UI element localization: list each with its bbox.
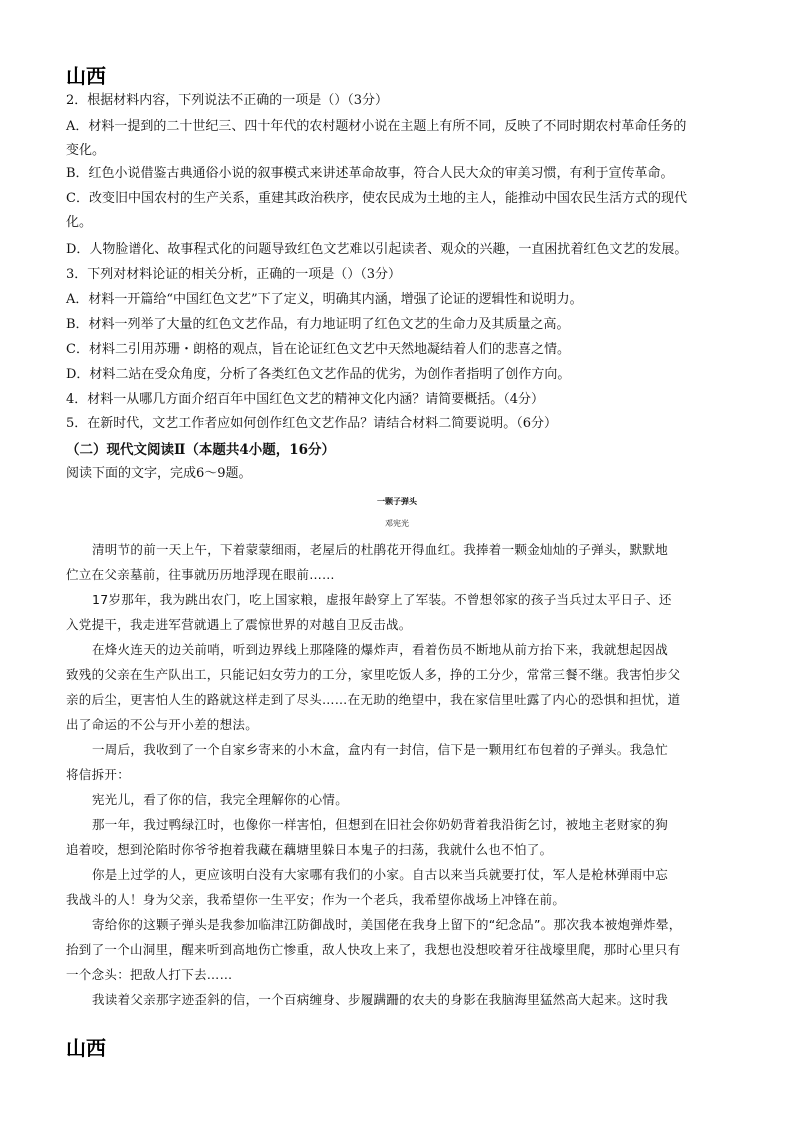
story-paragraph-line: 在烽火连天的边关前哨，听到边界线上那隆隆的爆炸声，看着伤员不断地从前方抬下来，我就想起因战: [92, 642, 669, 657]
story-paragraph-line: 致残的父亲在生产队出工，只能记妇女劳力的工分，家里吃饭人多，挣的工分少，常常三餐不继。我害怕步父: [66, 667, 681, 682]
story-paragraph-line: 将信拆开：: [66, 767, 131, 782]
question-3-option-c: C．材料二引用苏珊・朗格的观点，旨在论证红色文艺中天然地凝结着人们的悲喜之情。: [66, 342, 570, 357]
question-2-stem: 2．根据材料内容，下列说法不正确的一项是（）（3分）: [66, 93, 389, 108]
footer-region-label: 山西: [66, 1036, 106, 1060]
story-paragraph-line: 那一年，我过鸭绿江时，也像你一样害怕，但想到在旧社会你奶奶背着我沿街乞讨，被地主老财家的狗: [92, 817, 669, 832]
story-paragraph-line: 一个念头：把敌人打下去……: [66, 967, 233, 982]
section-instruction: 阅读下面的文字，完成6～9题。: [66, 466, 252, 481]
story-paragraph-line: 追着咬，想到沦陷时你爷爷抱着我藏在藕塘里躲日本鬼子的扫荡，我就什么也不怕了。: [66, 842, 553, 857]
question-2-option-b: B．红色小说借鉴古典通俗小说的叙事模式来讲述革命故事，符合人民大众的审美习惯，有利于宣传革命。: [66, 166, 674, 181]
story-paragraph-line: 我读着父亲那字迹歪斜的信，一个百病缠身、步履蹒跚的农夫的身影在我脑海里猛然高大起来。这时我: [92, 992, 669, 1007]
question-2-option-c-continued: 化。: [66, 215, 93, 230]
question-2-option-a: A．材料一提到的二十世纪三、四十年代的农村题材小说在主题上有所不同，反映了不同时期农村革命任务的: [66, 119, 687, 134]
story-paragraph-line: 我战斗的人！身为父亲，我希望你一生平安；作为一个老兵，我希望你战场上冲锋在前。: [66, 892, 566, 907]
story-author: 邓宪光: [385, 519, 409, 528]
question-2-option-d: D．人物脸谱化、故事程式化的问题导致红色文艺难以引起读者、观众的兴趣，一直困扰着红色文艺的发展。: [66, 242, 688, 257]
story-paragraph-line: 寄给你的这颗子弹头是我参加临津江防御战时，美国佬在我身上留下的“纪念品”。那次我本被炮弹炸晕，: [92, 917, 682, 932]
question-4: 4．材料一从哪几方面介绍百年中国红色文艺的精神文化内涵？请简要概括。（4分）: [66, 392, 545, 407]
story-paragraph-line: 伫立在父亲墓前，往事就历历地浮现在眼前……: [66, 567, 335, 582]
story-title: 一颗子弹头: [377, 496, 417, 506]
story-paragraph-line: 亲的后尘，更害怕人生的路就这样走到了尽头……在无助的绝望中，我在家信里吐露了内心的恐惧和担忧，道: [66, 692, 681, 707]
story-paragraph-line: 17岁那年，我为跳出农门，吃上国家粮，虚报年龄穿上了军装。不曾想邻家的孩子当兵过太平日子、还: [92, 592, 672, 607]
question-3-option-b: B．材料一列举了大量的红色文艺作品，有力地证明了红色文艺的生命力及其质量之高。: [66, 317, 570, 332]
story-paragraph-line: 入党提干，我走进军营就遇上了震惊世界的对越自卫反击战。: [66, 617, 412, 632]
question-3-option-a: A．材料一开篇给“中国红色文艺”下了定义，明确其内涵，增强了论证的逻辑性和说明力。: [66, 292, 583, 307]
story-paragraph-line: 一周后，我收到了一个自家乡寄来的小木盒，盒内有一封信，信下是一颗用红布包着的子弹头。我急忙: [92, 742, 669, 757]
story-paragraph-line: 你是上过学的人，更应该明白没有大家哪有我们的小家。自古以来当兵就要打仗，军人是枪林弹雨中忘: [92, 867, 669, 882]
story-paragraph-line: 宪光儿，看了你的信，我完全理解你的心情。: [92, 792, 349, 807]
story-paragraph-line: 清明节的前一天上午，下着蒙蒙细雨，老屋后的杜鹃花开得血红。我捧着一颗金灿灿的子弹头，默默地: [92, 542, 669, 557]
question-3-option-d: D．材料二站在受众角度，分析了各类红色文艺作品的优劣，为创作者指明了创作方向。: [66, 367, 571, 382]
question-3-stem: 3．下列对材料论证的相关分析，正确的一项是（）（3分）: [66, 267, 402, 282]
question-5: 5．在新时代，文艺工作者应如何创作红色文艺作品？请结合材料二简要说明。（6分）: [66, 416, 558, 431]
question-2-option-c: C．改变旧中国农村的生产关系，重建其政治秩序，使农民成为土地的主人，能推动中国农民生活方式的现代: [66, 191, 687, 206]
section-heading: （二）现代文阅读Ⅱ（本题共4小题，16分）: [66, 442, 336, 458]
story-paragraph-line: 出了命运的不公与开小差的想法。: [66, 717, 259, 732]
story-paragraph-line: 抬到了一个山洞里，醒来听到高地伤亡惨重，敌人快攻上来了，我想也没想咬着牙往战壕里爬，那时心里只有: [66, 942, 681, 957]
header-region-label: 山西: [66, 64, 106, 88]
question-2-option-a-continued: 变化。: [66, 143, 106, 158]
